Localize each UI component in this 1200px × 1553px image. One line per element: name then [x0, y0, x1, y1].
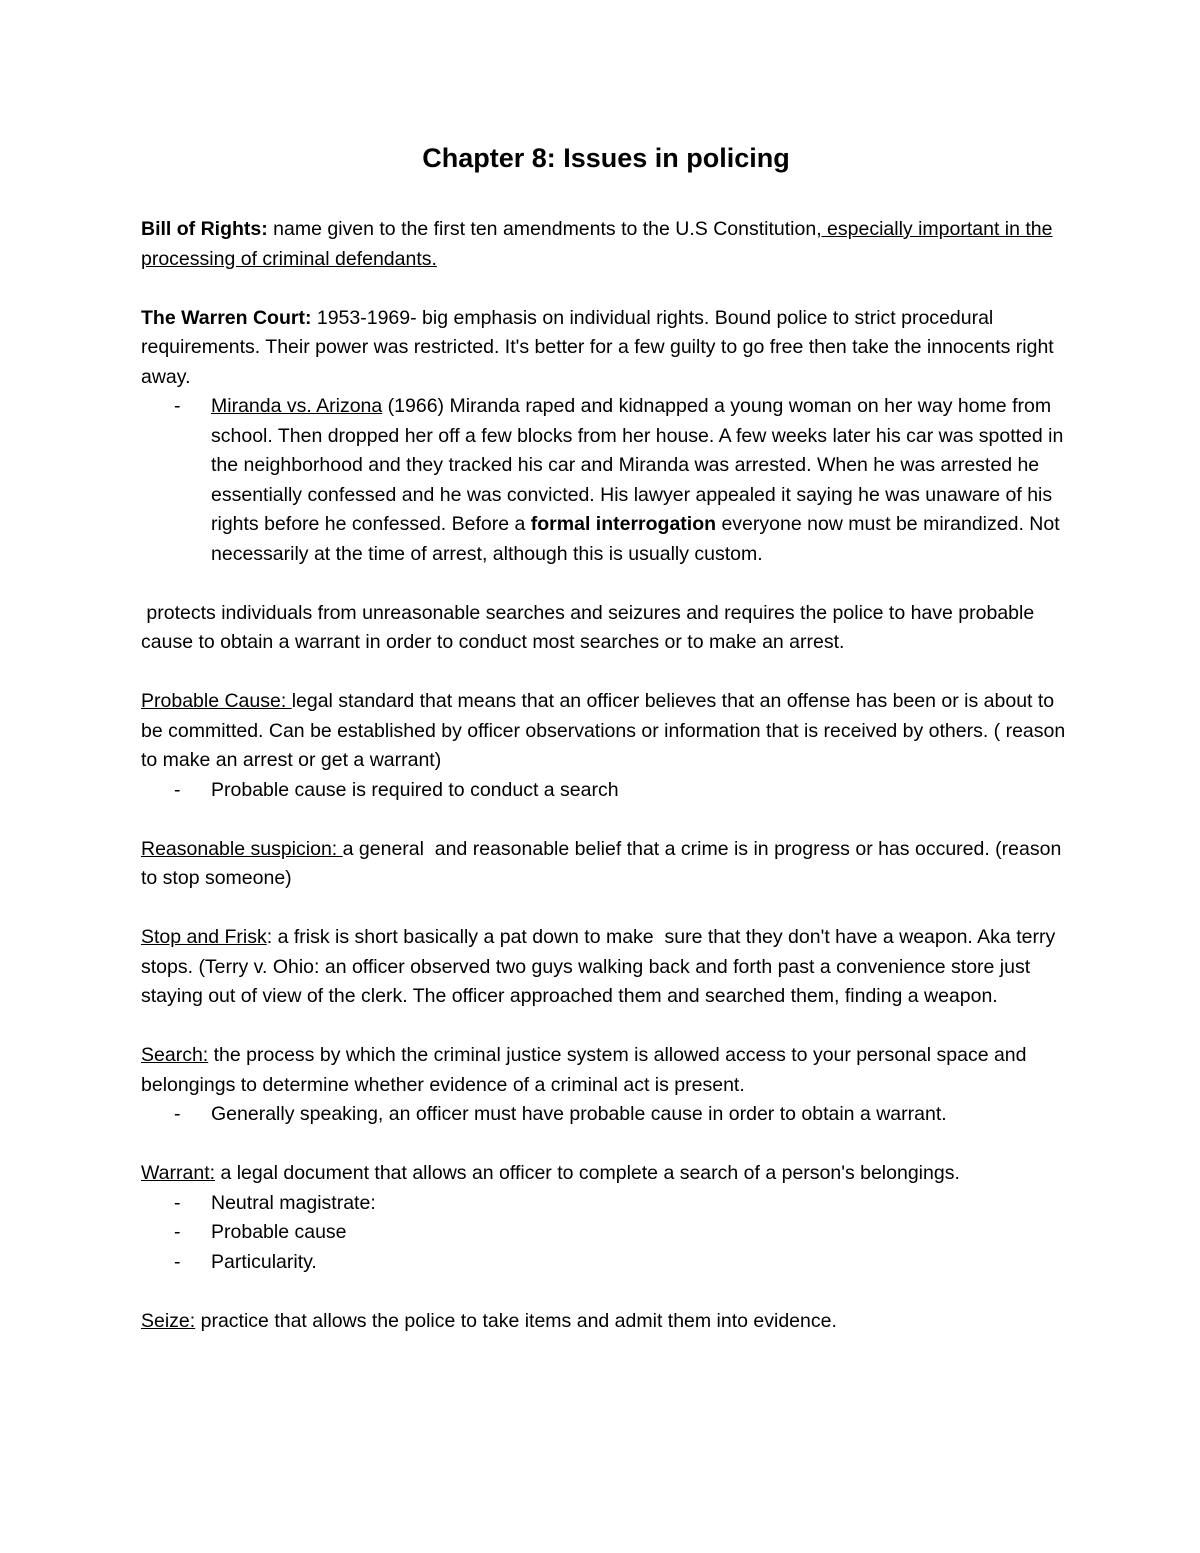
warrant-text: a legal document that allows an officer to complete a search of a person's belongings.: [215, 1162, 960, 1184]
list-item-text: Generally speaking, an officer must have probable cause in order to obtain a warrant.: [211, 1103, 947, 1125]
reasonable-suspicion-term: Reasonable suspicion:: [141, 837, 343, 860]
seize-paragraph: [141, 1307, 1071, 1337]
dash-bullet: -: [174, 1250, 181, 1273]
list-item: [141, 776, 1071, 806]
list-item: [141, 1218, 1071, 1248]
warren-court-term: The Warren Court:: [141, 306, 312, 329]
protects-text: protects individuals from unreasonable searches and seizures and requires the police to have probable cause to obtain a warrant in order to conduct most searches or to make an arrest.: [141, 601, 1040, 653]
warrant-paragraph: [141, 1159, 1071, 1189]
list-item-text: Particularity.: [211, 1250, 317, 1273]
dash-bullet: -: [174, 395, 181, 417]
list-item: [141, 1100, 1071, 1130]
list-item-text: Probable cause: [211, 1221, 347, 1243]
probable-cause-text: legal standard that means that an officer believes that an offense has been or is about to be committed. Can be established by officer observations or information that is received by others. ( reason to make an arrest or get a warrant): [141, 690, 1066, 771]
warrant-term: Warrant:: [141, 1162, 216, 1184]
search-term: Search:: [141, 1044, 209, 1066]
list-item-text: Probable cause is required to conduct a search: [211, 778, 619, 801]
list-item: [141, 392, 1071, 569]
list-item: [141, 1189, 1071, 1219]
search-paragraph: [141, 1041, 1071, 1100]
warrant-bullet-list: [141, 1189, 1071, 1278]
dash-bullet: -: [174, 778, 181, 801]
probable-cause-term: Probable Cause:: [141, 690, 292, 712]
dash-bullet: -: [174, 1221, 181, 1243]
reasonable-suspicion-paragraph: [141, 835, 1071, 894]
list-item: [141, 1248, 1071, 1278]
bill-of-rights-paragraph: [141, 215, 1071, 274]
search-bullet-list: [141, 1100, 1071, 1130]
fourth-amendment-paragraph: [141, 599, 1071, 658]
bill-of-rights-underlined: , especially important in the processing of criminal defendants.: [141, 218, 1053, 270]
dash-bullet: -: [174, 1191, 181, 1214]
probable-cause-bullet-list: [141, 776, 1071, 806]
miranda-text-1: (1966) Miranda raped and kidnapped a young woman on her way home from school. Then dropped her off a few blocks from her house. A few weeks later his car was spotted in the neighborhood and they tracked his car and Miranda was arrested. When he was arrested he essentially confessed and he was convicted. His lawyer appealed it saying he was unaware of his rights before he confessed. Before a: [211, 395, 1064, 535]
miranda-case-name: Miranda vs. Arizona: [211, 395, 383, 417]
stop-and-frisk-text: : a frisk is short basically a pat down to make sure that they don't have a weapon. Aka terry stops. (Terry v. Ohio: an officer observed two guys walking back and forth past a convenience store just staying out of view of the clerk. The officer approached them and searched them, finding a weapon.: [141, 926, 1061, 1007]
stop-and-frisk-paragraph: [141, 923, 1071, 1012]
miranda-text-2: everyone now must be mirandized. Not necessarily at the time of arrest, although this is usually custom.: [211, 513, 1060, 565]
list-item-text: Neutral magistrate:: [211, 1191, 376, 1214]
seize-text: practice that allows the police to take items and admit them into evidence.: [195, 1309, 837, 1332]
warren-court-paragraph: [141, 304, 1071, 393]
document-page: [141, 138, 1071, 1366]
dash-bullet: -: [174, 1103, 181, 1125]
stop-and-frisk-term: Stop and Frisk: [141, 926, 267, 948]
bill-of-rights-text: name given to the first ten amendments to the U.S Constitution: [267, 218, 817, 240]
search-text: the process by which the criminal justice system is allowed access to your personal space and belongings to determine whether evidence of a criminal act is present.: [141, 1044, 1027, 1096]
seize-term: Seize:: [141, 1309, 196, 1332]
reasonable-suspicion-text: a general and reasonable belief that a crime is in progress or has occured. (reason to stop someone): [141, 837, 1067, 889]
page-title: Chapter 8: Issues in policing: [422, 143, 790, 173]
probable-cause-paragraph: [141, 687, 1071, 776]
warren-court-text: 1953-1969- big emphasis on individual rights. Bound police to strict procedural requirements. Their power was restricted. It's better for a few guilty to go free then take the innocents right away.: [141, 306, 1054, 388]
warren-court-bullet-list: [141, 392, 1071, 569]
formal-interrogation-term: formal interrogation: [530, 513, 717, 535]
bill-of-rights-term: Bill of Rights:: [141, 218, 268, 240]
